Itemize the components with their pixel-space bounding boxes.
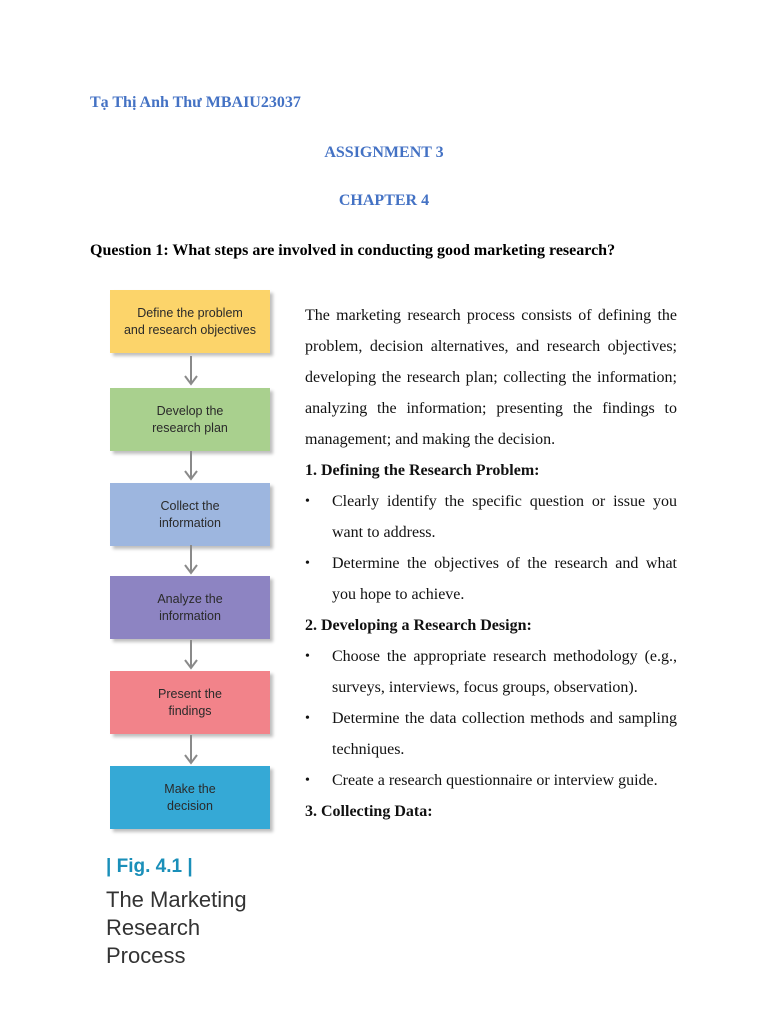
bullet-list <box>305 641 677 796</box>
body-text-column <box>305 300 677 827</box>
flow-step: Collect the information <box>110 483 270 546</box>
figure-caption: The Marketing Research Process <box>106 887 247 968</box>
question-heading: Question 1: What steps are involved in conducting good marketing research? <box>90 242 616 259</box>
down-arrow-icon <box>183 640 199 670</box>
assignment-title: ASSIGNMENT 3 <box>324 144 444 161</box>
flow-step: Present the findings <box>110 671 270 734</box>
down-arrow-icon <box>183 451 199 481</box>
down-arrow-icon <box>183 356 199 386</box>
list-item: • Create a research questionnaire or interview guide. <box>305 765 677 796</box>
down-arrow-icon <box>183 545 199 575</box>
list-item: • Determine the data collection methods and sampling techniques. <box>305 703 677 765</box>
flow-step: Make the decision <box>110 766 270 829</box>
list-item: • Determine the objectives of the research and what you hope to achieve. <box>305 548 677 610</box>
flow-step: Develop the research plan <box>110 388 270 451</box>
list-item: • Clearly identify the specific question or issue you want to address. <box>305 486 677 548</box>
chapter-title: CHAPTER 4 <box>338 192 430 209</box>
down-arrow-icon <box>183 735 199 765</box>
section-heading: 3. Collecting Data: <box>305 803 433 820</box>
list-item: • Choose the appropriate research methodology (e.g., surveys, interviews, focus groups, observation). <box>305 641 677 703</box>
flow-step: Define the problem and research objectives <box>110 290 270 353</box>
section-heading: 1. Defining the Research Problem: <box>305 462 540 479</box>
section-heading: 2. Developing a Research Design: <box>305 617 532 634</box>
author-line: Tạ Thị Anh Thư MBAIU23037 <box>90 94 301 111</box>
intro-paragraph: The marketing research process consists of defining the problem, decision alternatives, and research objectives; developing the research plan; collecting the information; analyzing the information; presenting the findings to management; and making the decision. <box>305 307 677 448</box>
bullet-list <box>305 486 677 610</box>
figure-caption-block <box>106 856 247 970</box>
figure-label: | Fig. 4.1 | <box>106 856 193 877</box>
flow-step: Analyze the information <box>110 576 270 639</box>
